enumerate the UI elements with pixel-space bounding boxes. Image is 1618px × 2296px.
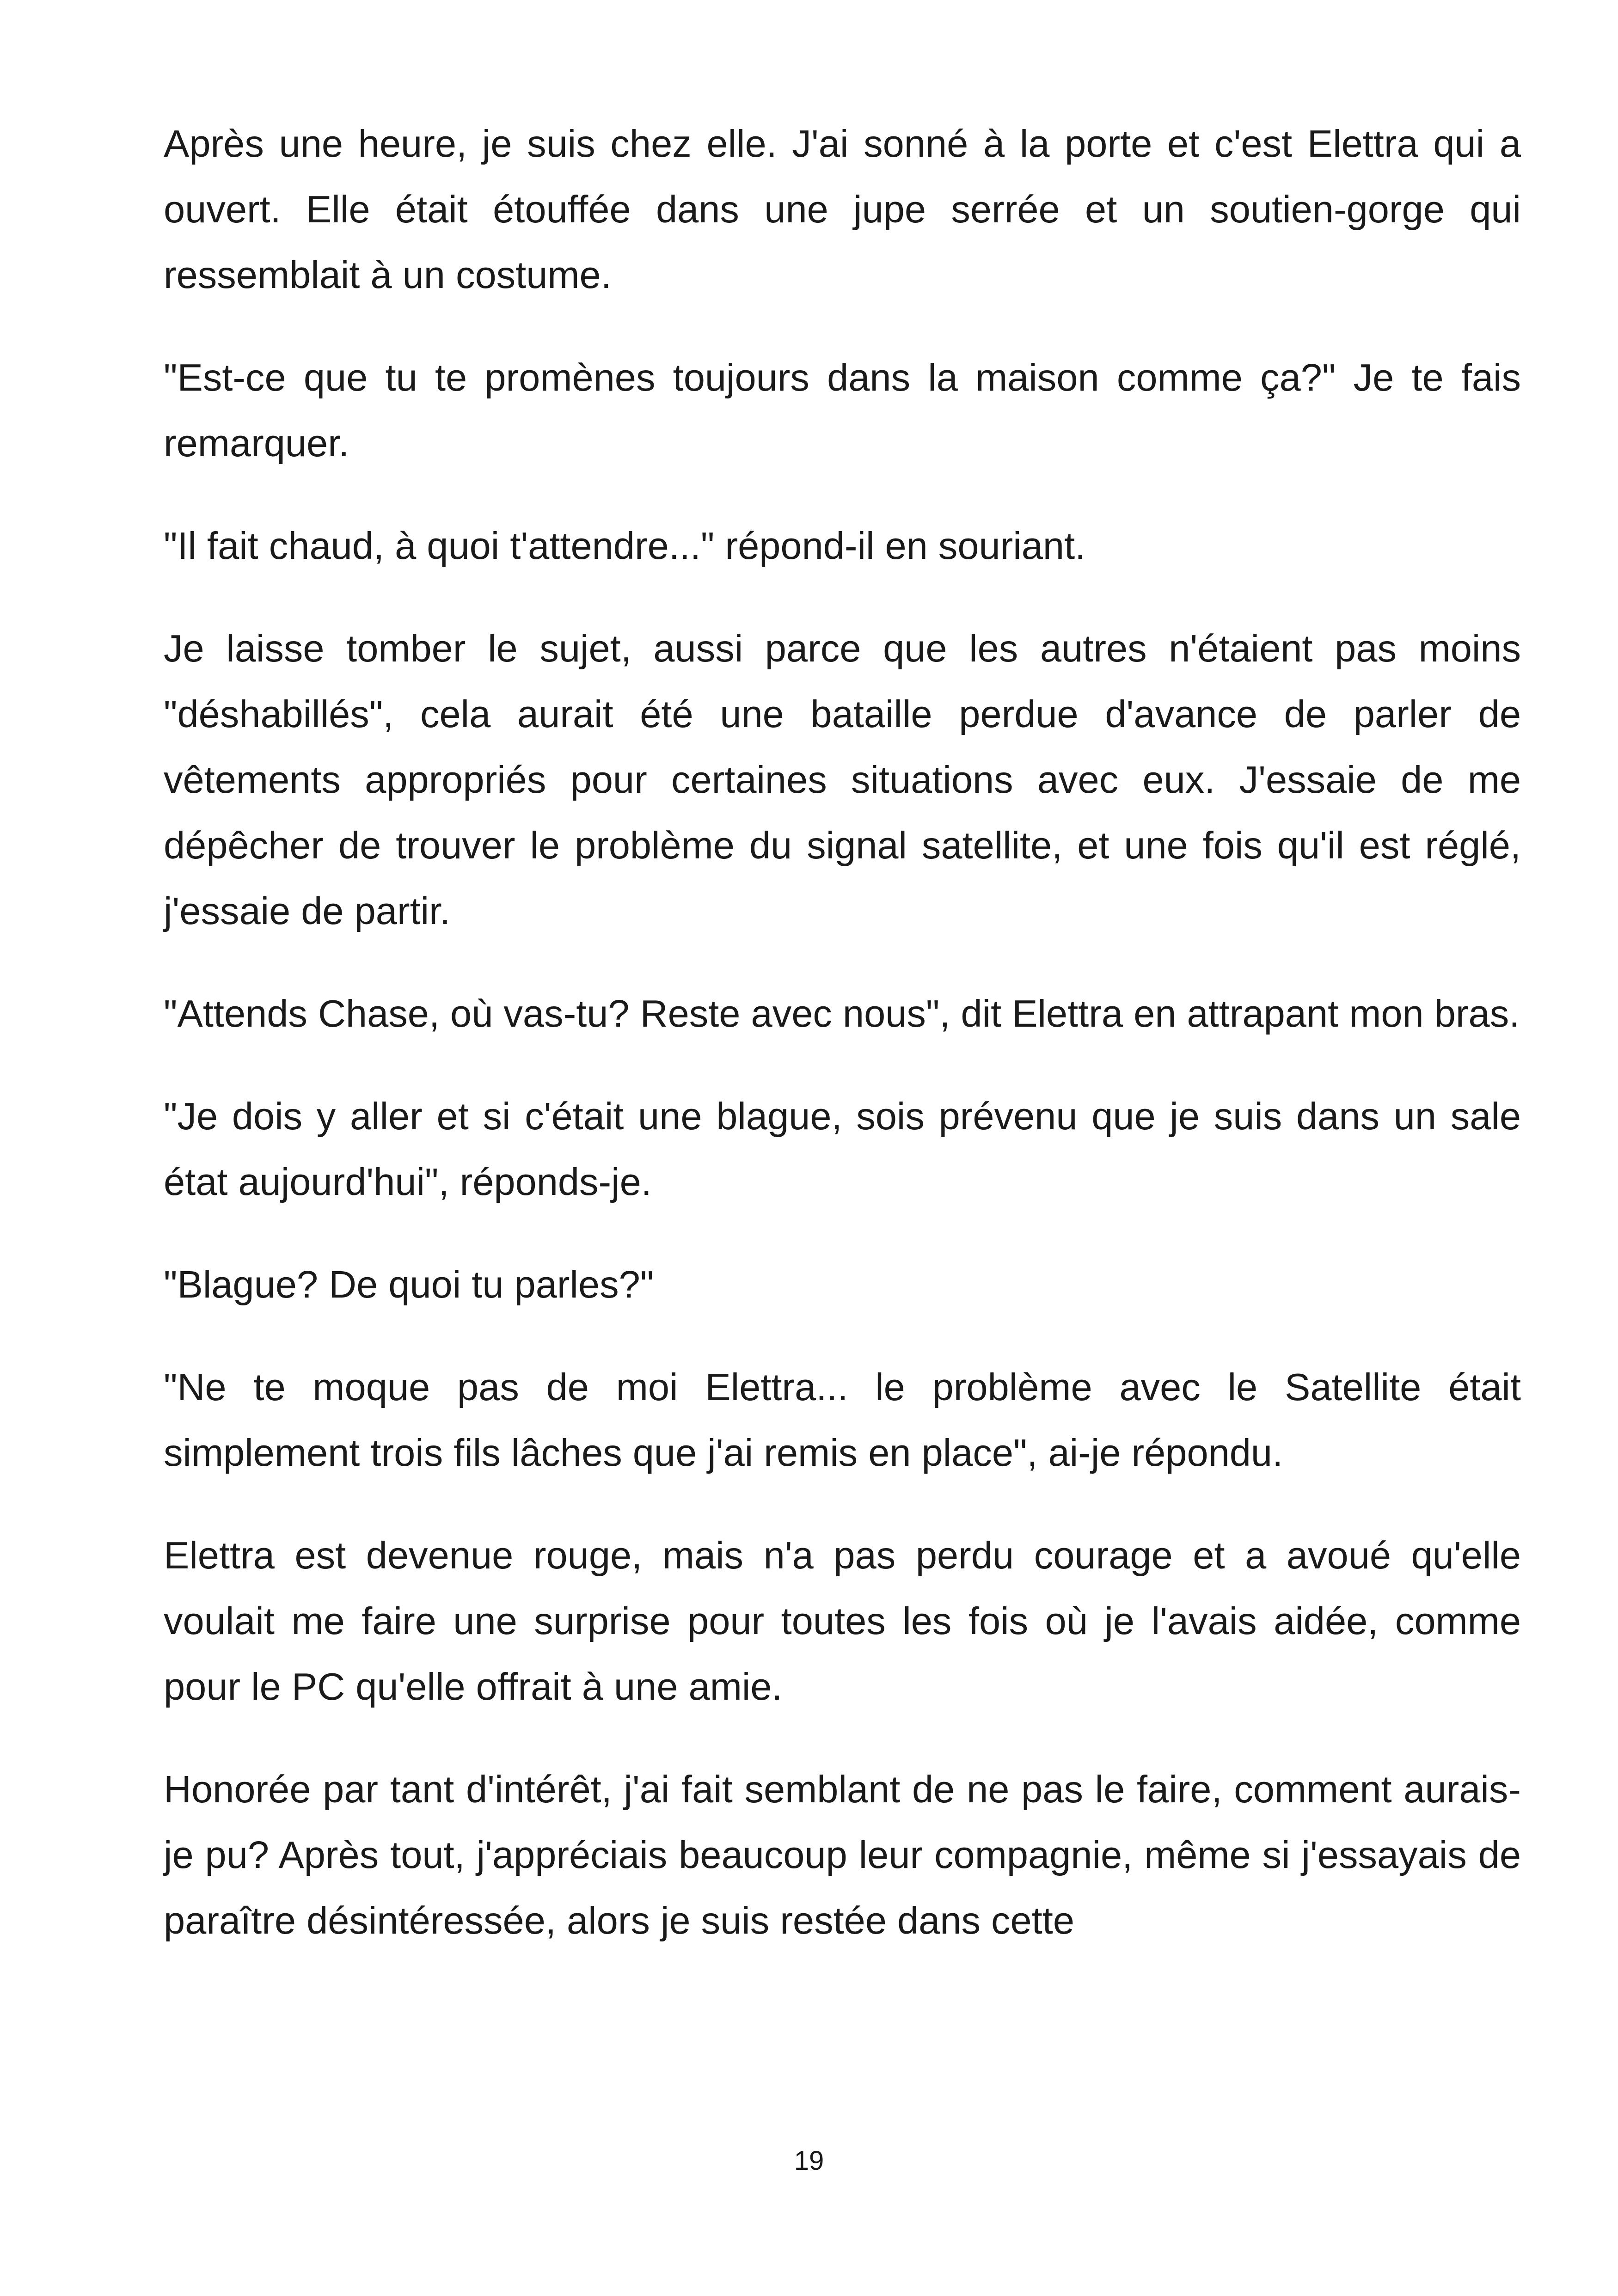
paragraph: "Attends Chase, où vas-tu? Reste avec nous", dit Elettra en attrapant mon bras. xyxy=(164,992,1520,1035)
paragraph: "Je dois y aller et si c'était une blague, sois prévenu que je suis dans un sale état aujourd'hui", réponds-je. xyxy=(164,1095,1521,1203)
paragraph: Honorée par tant d'intérêt, j'ai fait semblant de ne pas le faire, comment aurais-je pu? Après tout, j'appréciais beaucoup leur compagnie, même si j'essayais de paraître désintéressée, alors je suis restée dans cette xyxy=(164,1768,1521,1942)
page-number: 19 xyxy=(794,2146,824,2176)
paragraph: "Est-ce que tu te promènes toujours dans la maison comme ça?" Je te fais remarquer. xyxy=(164,356,1521,465)
body-text xyxy=(164,111,1521,1990)
paragraph: Elettra est devenue rouge, mais n'a pas perdu courage et a avoué qu'elle voulait me faire une surprise pour toutes les fois où je l'avais aidée, comme pour le PC qu'elle offrait à une amie. xyxy=(164,1534,1521,1708)
paragraph: "Ne te moque pas de moi Elettra... le problème avec le Satellite était simplement trois fils lâches que j'ai remis en place", ai-je répondu. xyxy=(164,1365,1521,1474)
paragraph: Après une heure, je suis chez elle. J'ai sonné à la porte et c'est Elettra qui a ouvert. Elle était étouffée dans une jupe serrée et un soutien-gorge qui ressemblait à un costume. xyxy=(164,122,1521,296)
paragraph: "Il fait chaud, à quoi t'attendre..." répond-il en souriant. xyxy=(164,524,1086,567)
paragraph: Je laisse tomber le sujet, aussi parce que les autres n'étaient pas moins "déshabillés", cela aurait été une bataille perdue d'avance de parler de vêtements appropriés pour certaines situations avec eux. J'essaie de me dépêcher de trouver le problème du signal satellite, et une fois qu'il est réglé, j'essaie de partir. xyxy=(164,627,1521,932)
paragraph: "Blague? De quoi tu parles?" xyxy=(164,1263,654,1306)
